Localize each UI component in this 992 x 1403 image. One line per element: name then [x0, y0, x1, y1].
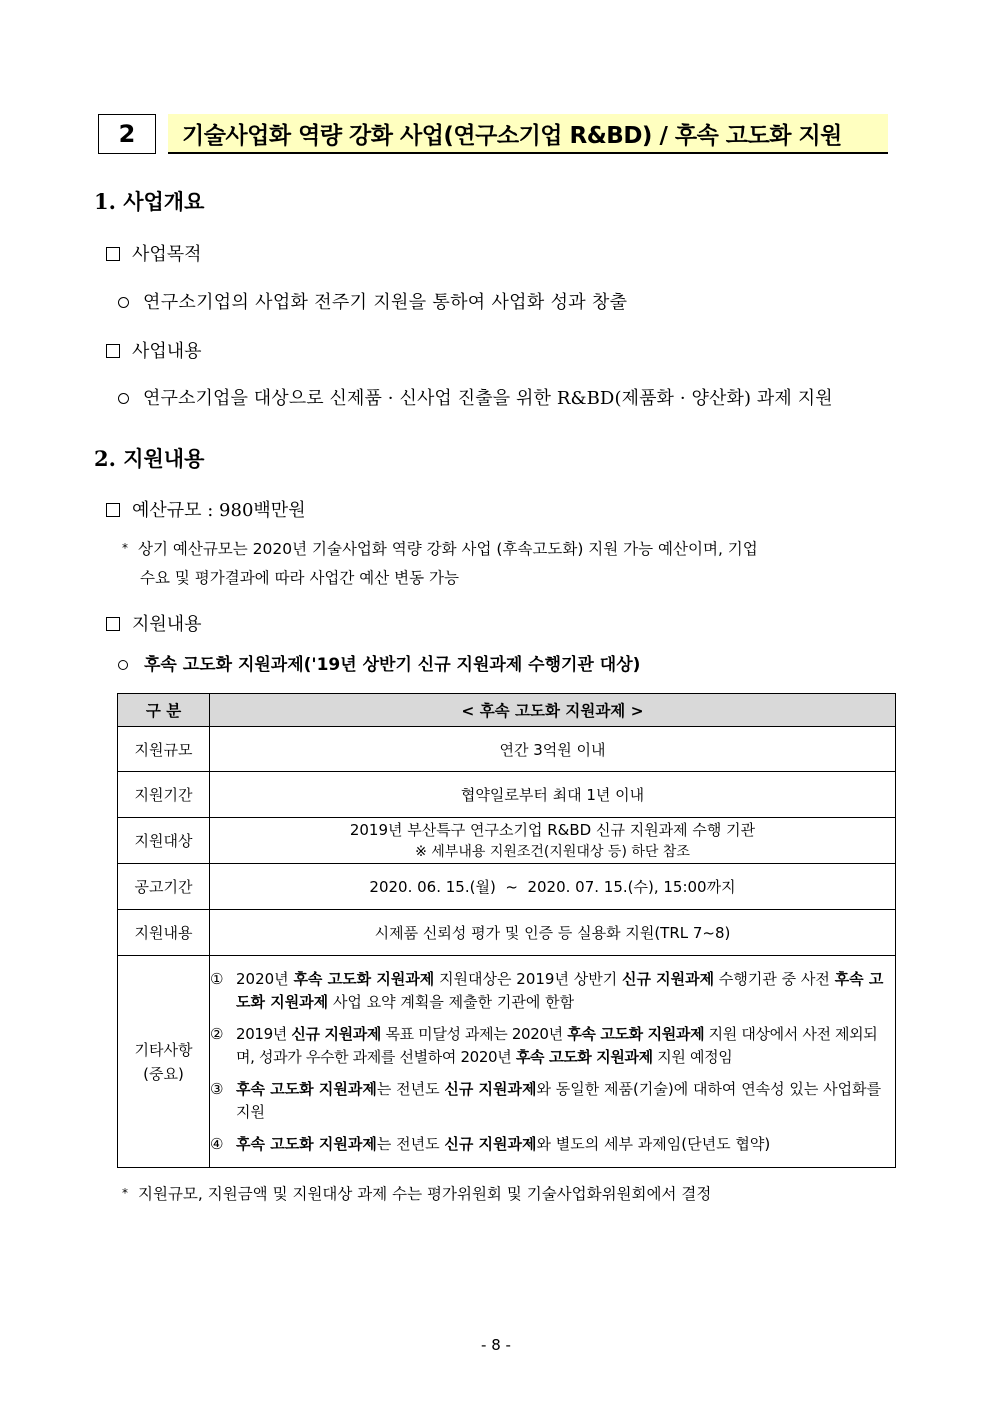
section-title-text: 기술사업화 역량 강화 사업(연구소기업 R&BD) / 후속 고도화 지원 — [182, 122, 842, 149]
heading-support-content: 2. 지원내용 — [94, 446, 205, 471]
etc-item-text: 후속 고도화 지원과제는 전년도 신규 지원과제와 동일한 제품(기술)에 대하여 연속성 있는 사업화를 지원 — [236, 1079, 882, 1121]
row-value: 협약일로부터 최대 1년 이내 — [210, 772, 896, 818]
etc-list — [210, 956, 896, 1168]
asterisk-icon: * — [122, 1186, 128, 1200]
support-label: 지원내용 — [132, 614, 202, 635]
etc-item-number: ④ — [210, 1134, 224, 1153]
checkbox-square-icon — [106, 344, 120, 358]
asterisk-icon: * — [122, 541, 128, 555]
etc-item-number: ③ — [210, 1079, 224, 1098]
footnote-text: 지원규모, 지원금액 및 지원대상 과제 수는 평가위원회 및 기술사업화위원회에서 결정 — [138, 1185, 712, 1203]
table-row — [118, 772, 896, 818]
etc-item — [210, 1133, 895, 1156]
row-label-etc — [118, 956, 210, 1168]
checkbox-square-icon — [106, 247, 120, 261]
row-value — [210, 818, 896, 864]
etc-item — [210, 968, 895, 1014]
purpose-label: 사업목적 — [132, 244, 202, 265]
support-item-row — [118, 650, 640, 675]
etc-item-text: 2020년 후속 고도화 지원과제 지원대상은 2019년 상반기 신규 지원과제 수행기관 중 사전 후속 고도화 지원과제 사업 요약 계획을 제출한 기관에 한함 — [236, 969, 884, 1011]
section-number: 2 — [118, 120, 136, 148]
support-table — [117, 693, 896, 1168]
bold-term: 신규 지원과제 — [621, 969, 715, 988]
purpose-label-row — [106, 240, 202, 266]
etc-item — [210, 1078, 895, 1124]
bold-term: 후속 고도화 지원과제 — [293, 969, 435, 988]
target-sub-note: ※ 세부내용 지원조건(지원대상 등) 하단 참조 — [415, 843, 690, 860]
etc-label-important: (중요) — [143, 1064, 184, 1083]
purpose-item-row — [118, 288, 627, 314]
etc-item-number: ① — [210, 969, 224, 988]
budget-note-line2: 수요 및 평가결과에 따라 사업간 예산 변동 가능 — [140, 569, 459, 587]
row-label: 지원기간 — [118, 772, 210, 818]
checkbox-square-icon — [106, 617, 120, 631]
bold-term: 신규 지원과제 — [444, 1134, 537, 1153]
etc-label: 기타사항 — [134, 1040, 193, 1059]
content-label: 사업내용 — [132, 341, 202, 362]
table-header-category: 구 분 — [118, 694, 210, 727]
heading-business-overview: 1. 사업개요 — [94, 189, 205, 214]
etc-item-text: 후속 고도화 지원과제는 전년도 신규 지원과제와 별도의 세부 과제임(단년도 협약) — [236, 1134, 771, 1153]
section-number-box — [98, 114, 156, 154]
table-row — [118, 864, 896, 910]
bold-term: 후속 고도화 지원과제 — [236, 1079, 377, 1098]
checkbox-square-icon — [106, 503, 120, 517]
circle-bullet-icon — [118, 393, 129, 404]
section-title — [168, 114, 888, 154]
row-label: 지원대상 — [118, 818, 210, 864]
etc-item-number: ② — [210, 1024, 224, 1043]
budget-row — [106, 496, 306, 522]
bold-term: 후속 고도화 지원과제 — [515, 1047, 653, 1066]
row-label: 공고기간 — [118, 864, 210, 910]
bold-term: 후속 고도화 지원과제 — [236, 1134, 377, 1153]
budget-note-line1 — [122, 537, 758, 559]
row-label: 지원규모 — [118, 727, 210, 772]
table-row — [118, 910, 896, 956]
table-row — [118, 818, 896, 864]
page-number: - 8 - — [481, 1336, 511, 1354]
content-label-row — [106, 337, 202, 363]
content-text: 연구소기업을 대상으로 신제품 · 신사업 진출을 위한 R&BD(제품화 · 양산화) 과제 지원 — [143, 388, 833, 409]
bold-term: 신규 지원과제 — [444, 1079, 537, 1098]
content-item-row — [118, 384, 833, 410]
table-header-title: < 후속 고도화 지원과제 > — [210, 694, 896, 727]
row-value: 2020. 06. 15.(월) ~ 2020. 07. 15.(수), 15:00까지 — [210, 864, 896, 910]
bold-term: 후속 고도화 지원과제 — [567, 1024, 705, 1043]
budget-label: 예산규모 : 980백만원 — [132, 500, 306, 521]
circle-bullet-icon — [118, 297, 129, 308]
target-main-text: 2019년 부산특구 연구소기업 R&BD 신규 지원과제 수행 기관 — [349, 820, 756, 839]
bold-term: 후속 고도화 지원과제 — [236, 969, 884, 1011]
row-value: 연간 3억원 이내 — [210, 727, 896, 772]
etc-item — [210, 1023, 895, 1069]
purpose-text: 연구소기업의 사업화 전주기 지원을 통하여 사업화 성과 창출 — [143, 292, 628, 313]
row-value: 시제품 신뢰성 평가 및 인증 등 실용화 지원(TRL 7~8) — [210, 910, 896, 956]
support-item-text: 후속 고도화 지원과제('19년 상반기 신규 지원과제 수행기관 대상) — [144, 655, 641, 675]
row-label: 지원내용 — [118, 910, 210, 956]
budget-note-text: 상기 예산규모는 2020년 기술사업화 역량 강화 사업 (후속고도화) 지원 가능 예산이며, 기업 — [138, 540, 758, 558]
etc-item-text: 2019년 신규 지원과제 목표 미달성 과제는 2020년 후속 고도화 지원과제 지원 대상에서 사전 제외되며, 성과가 우수한 과제를 선별하여 2020년 후속 고도화 지원과제 지원 예정임 — [236, 1024, 878, 1066]
table-row — [118, 727, 896, 772]
table-row-etc — [118, 956, 896, 1168]
bold-term: 신규 지원과제 — [291, 1024, 382, 1043]
circle-bullet-icon — [118, 660, 128, 670]
support-label-row — [106, 610, 202, 636]
footnote-row — [122, 1182, 711, 1204]
table-header-row — [118, 694, 896, 727]
